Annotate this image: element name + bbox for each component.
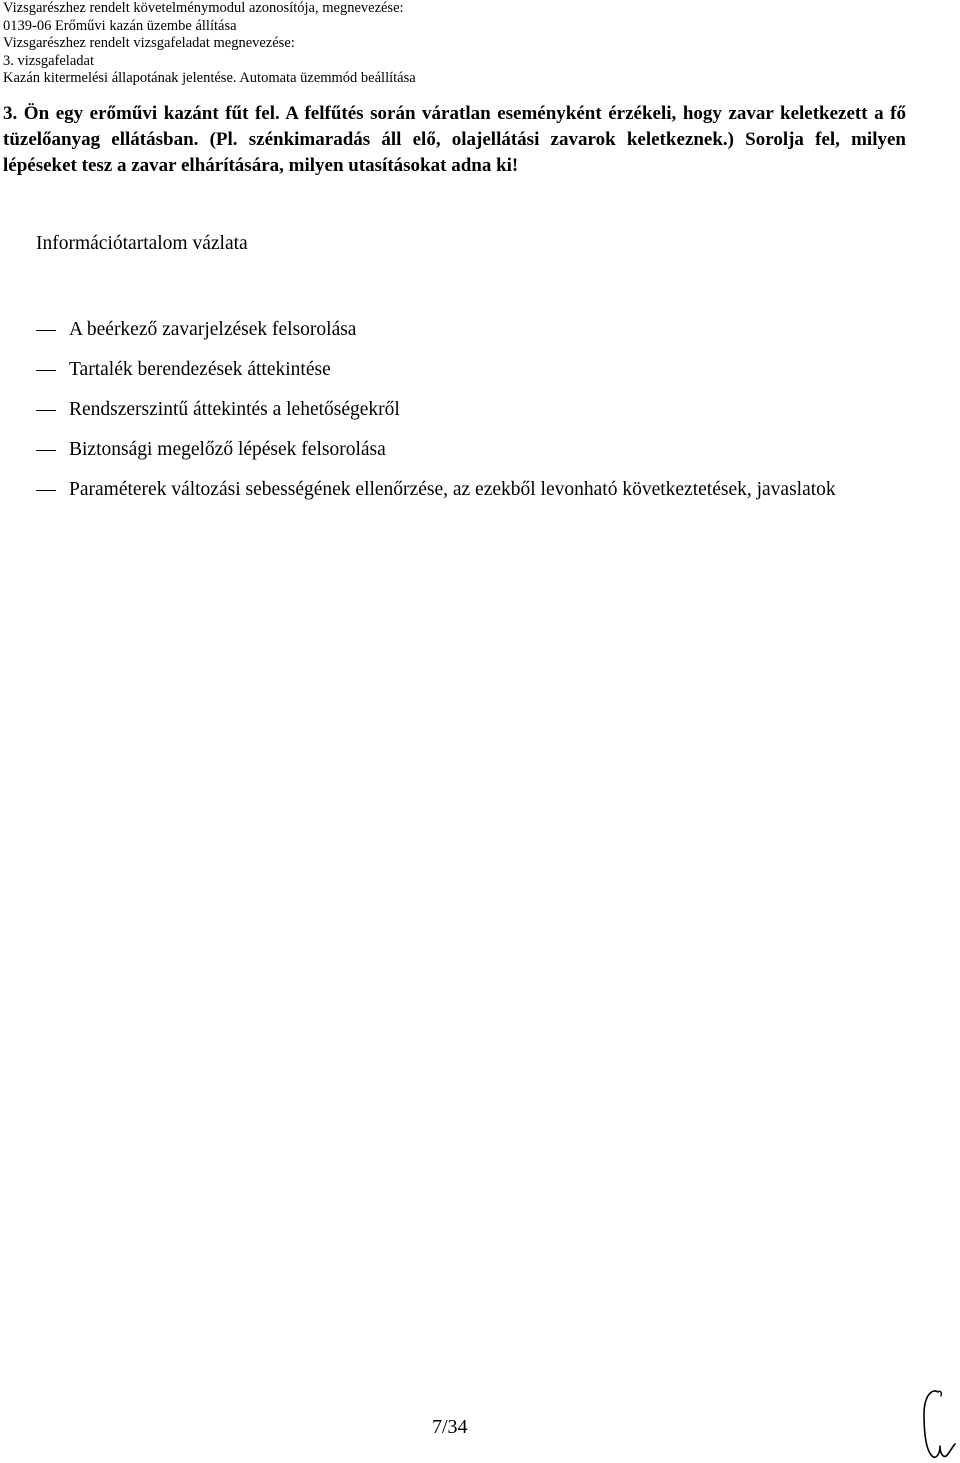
list-item	[36, 350, 916, 390]
outline-title: Információtartalom vázlata	[36, 233, 248, 254]
list-item	[36, 310, 916, 350]
list-item-text: Tartalék berendezések áttekintése	[69, 359, 331, 380]
list-item-text: Biztonsági megelőző lépések felsorolása	[69, 439, 386, 460]
list-item-text: Paraméterek változási sebességének ellenőrzése, az ezekből levonható következtetések, javaslatok	[69, 479, 836, 500]
dash-bullet-icon	[36, 490, 56, 491]
signature-icon	[918, 1384, 958, 1463]
dash-bullet-icon	[36, 370, 56, 371]
list-item	[36, 470, 916, 510]
list-item-text: A beérkező zavarjelzések felsorolása	[69, 319, 357, 340]
header-line: Vizsgarészhez rendelt vizsgafeladat megnevezése:	[3, 35, 295, 52]
question-text: 3. Ön egy erőművi kazánt fűt fel. A felfűtés során váratlan eseményként érzékeli, hogy zavar keletkezett a fő tüzelőanyag ellátásban. (Pl. szénkimaradás áll elő, olajellátási zavarok keletkeznek.) Sorolja fel, milyen lépéseket tesz a zavar elhárítására, milyen utasításokat adna ki!	[3, 103, 906, 177]
list-item	[36, 430, 916, 470]
dash-bullet-icon	[36, 410, 56, 411]
dash-bullet-icon	[36, 330, 56, 331]
list-item-text: Rendszerszintű áttekintés a lehetőségekről	[69, 399, 400, 420]
header-line: Vizsgarészhez rendelt követelménymodul azonosítója, megnevezése:	[3, 0, 404, 16]
dash-bullet-icon	[36, 450, 56, 451]
header-line: 0139-06 Erőművi kazán üzembe állítása	[3, 17, 237, 34]
page-number: 7/34	[432, 1416, 468, 1438]
list-item	[36, 390, 916, 430]
outline-list	[36, 310, 916, 510]
header-line: 3. vizsgafeladat	[3, 52, 94, 69]
document-header	[3, 0, 943, 88]
header-line: Kazán kitermelési állapotának jelentése. Automata üzemmód beállítása	[3, 70, 416, 87]
